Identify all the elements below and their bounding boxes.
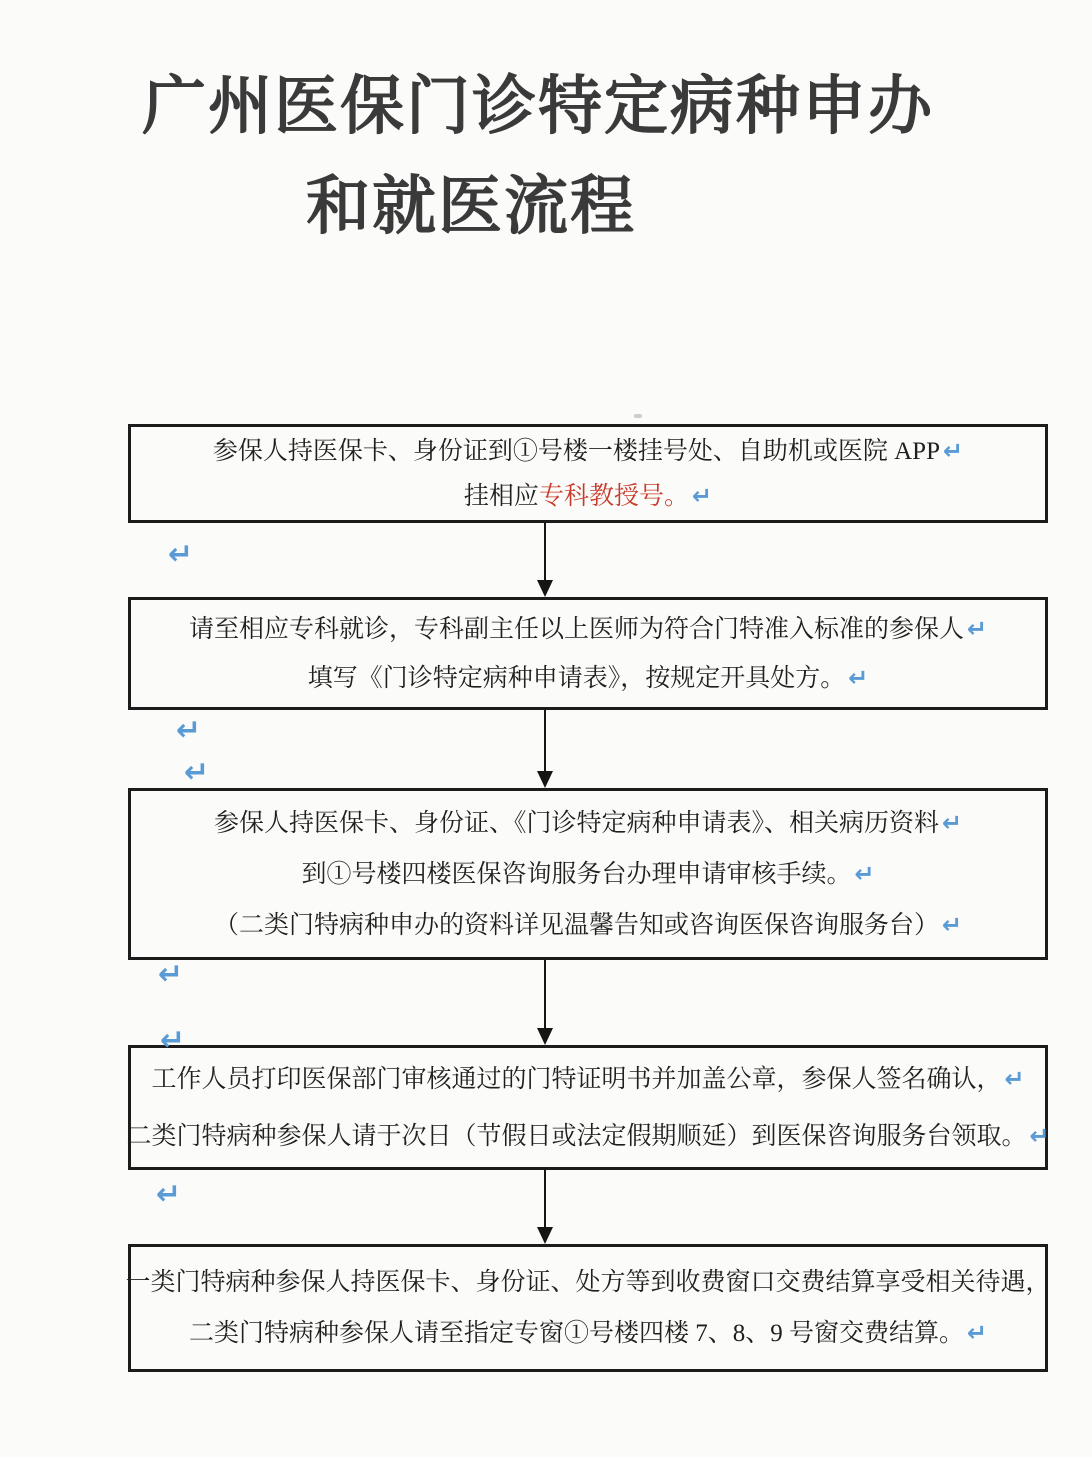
arrow-shaft	[544, 960, 546, 1028]
arrow-shaft	[544, 523, 546, 580]
flow-step-2-doctor-visit	[128, 597, 1048, 710]
line-break-mark-icon: ↵	[1029, 1121, 1050, 1150]
step-3-line-1: 参保人持医保卡、身份证、《门诊特定病种申请表》、相关病历资料 ↵	[213, 808, 963, 837]
page-title-line-1: 广州医保门诊特定病种申办	[142, 70, 934, 144]
paragraph-mark-icon: ↵	[168, 537, 194, 572]
step-1-line-2: 挂相应专科教授号。 ↵	[463, 481, 713, 510]
line-break-mark-icon: ↵	[941, 808, 963, 837]
paragraph-mark-icon: ↵	[158, 957, 184, 992]
flow-step-1-register	[128, 424, 1048, 523]
step-2-line-1: 请至相应专科就诊，专科副主任以上医师为符合门特准入标准的参保人 ↵	[188, 614, 988, 643]
flow-step-4-certificate	[128, 1045, 1048, 1170]
arrow-head	[537, 580, 553, 597]
step-2-line-2: 填写《门诊特定病种申请表》，按规定开具处方。 ↵	[307, 663, 869, 692]
highlighted-text: 专科教授号。	[538, 482, 689, 510]
line-break-mark-icon: ↵	[848, 663, 869, 692]
flow-arrow-2	[535, 710, 555, 788]
arrow-head	[537, 771, 553, 788]
line-break-mark-icon: ↵	[966, 1318, 988, 1347]
flow-step-5-payment	[125, 1244, 1051, 1372]
page-title-line-2: 和就医流程	[306, 170, 636, 244]
arrow-head	[537, 1227, 553, 1244]
flow-arrow-3	[535, 960, 555, 1045]
step-1-line-1: 参保人持医保卡、身份证到①号楼一楼挂号处、自助机或医院 APP ↵	[212, 436, 964, 465]
step-5-line-2: 二类门特病种参保人请至指定专窗①号楼四楼 7、8、9 号窗交费结算。 ↵	[188, 1318, 988, 1347]
step-3-line-2: 到①号楼四楼医保咨询服务台办理申请审核手续。 ↵	[301, 859, 875, 888]
paragraph-mark-icon: ↵	[160, 1023, 186, 1058]
paragraph-mark-icon: ↵	[184, 755, 210, 790]
step-5-line-1: 一类门特病种参保人持医保卡、身份证、处方等到收费窗口交费结算享受相关待遇，	[125, 1268, 1051, 1296]
line-break-mark-icon: ↵	[966, 614, 988, 643]
arrow-shaft	[544, 710, 546, 771]
arrow-head	[537, 1028, 553, 1045]
line-break-mark-icon: ↵	[941, 910, 963, 939]
paragraph-mark-icon: ↵	[156, 1177, 182, 1212]
line-break-mark-icon: ↵	[943, 436, 964, 465]
line-break-mark-icon: ↵	[691, 481, 713, 510]
step-4-line-1: 工作人员打印医保部门审核通过的门特证明书并加盖公章，参保人签名确认， ↵	[151, 1064, 1025, 1093]
arrow-shaft	[544, 1170, 546, 1227]
step-4-line-2: 二类门特病种参保人请于次日（节假日或法定假期顺延）到医保咨询服务台领取。 ↵	[126, 1121, 1050, 1150]
line-break-mark-icon: ↵	[1004, 1064, 1025, 1093]
flow-arrow-4	[535, 1170, 555, 1244]
flow-arrow-1	[535, 523, 555, 597]
step-3-line-3: （二类门特病种申办的资料详见温馨告知或咨询医保咨询服务台） ↵	[213, 910, 963, 939]
scan-artifact-dot	[634, 414, 642, 418]
flow-step-3-application-review	[128, 788, 1048, 960]
line-break-mark-icon: ↵	[854, 859, 875, 888]
paragraph-mark-icon: ↵	[176, 713, 202, 748]
